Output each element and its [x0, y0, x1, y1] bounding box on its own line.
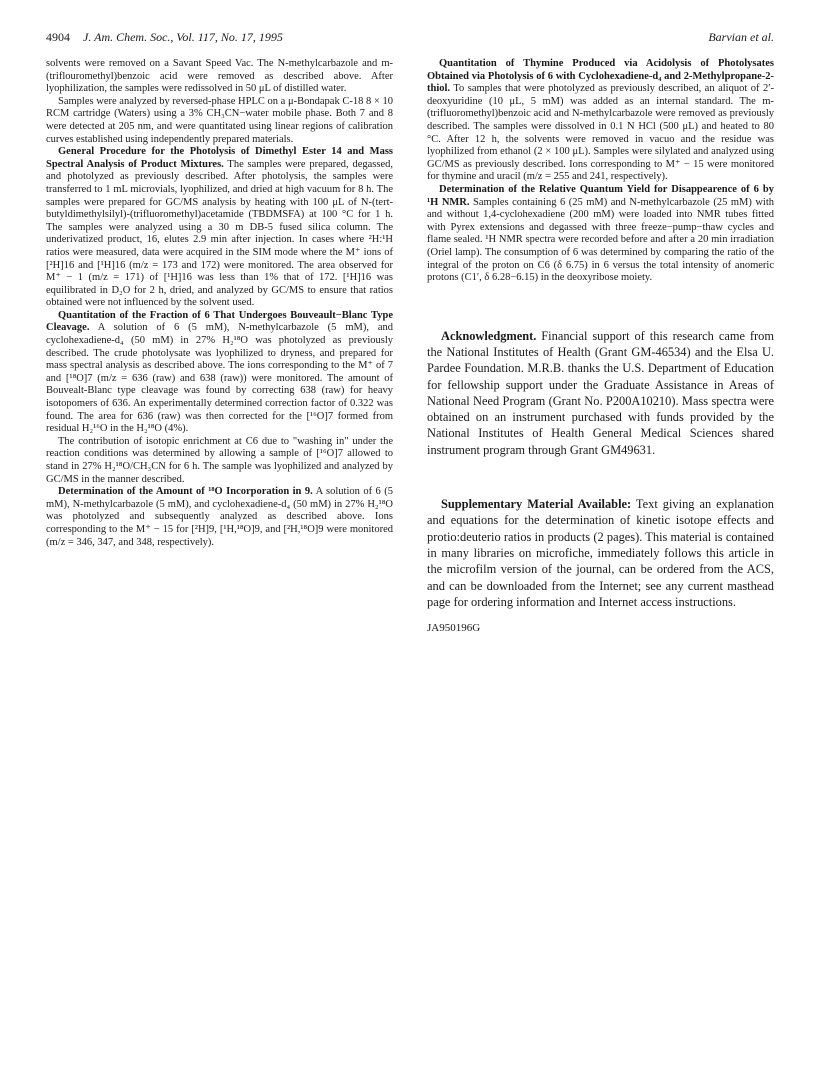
- section-body: The samples were prepared, degassed, and photolyzed as previously described. After photolysis, the samples were transferred to 1 mL microvials, lyophilized, and dried at high vacuum for 8 h. The samples were prepared for GC/MS analysis by heating with 100 μL of N-(tert-butyldimethylsilyl)-(trifluoromethyl)acetamide (TBDMSFA) at 100 °C for 1 h. The samples were analyzed using a 30 m DB-5 fused silica column. The underivatized product, 16, elutes 2.9 min after injection. In cases where ²H:¹H ratios were measured, data were acquired in the SIM mode where the M⁺ ions of [²H]16 and [¹H]16 (m/z = 173 and 172) were monitored. The area observed for M⁺ − 1 (m/z = 171) of [¹H]16 was less than 1% that of 172. [¹H]16 was equilibrated in D₂O for 2 h, dried, and analyzed by GC/MS to ensure that ratios obtained were not influenced by the solvent used.: [46, 158, 393, 309]
- supplementary-heading: Supplementary Material Available:: [441, 497, 632, 512]
- journal-citation: J. Am. Chem. Soc., Vol. 117, No. 17, 1995: [83, 30, 283, 44]
- manuscript-id: JA950196G: [427, 622, 481, 635]
- section-heading: Determination of the Amount of ¹⁸O Incorporation in 9.: [58, 486, 313, 498]
- section-heading: General Procedure for the Photolysis of Dimethyl Ester 14 and Mass Spectral Analysis of Product Mixtures.: [46, 146, 393, 170]
- running-header: [46, 30, 774, 48]
- supplementary-material: [427, 496, 774, 610]
- section-heading: Quantitation of the Fraction of 6 That Undergoes Bouveault−Blanc Type Cleavage.: [46, 309, 393, 334]
- section-body: A solution of 6 (5 mM), N-methylcarbazole (5 mM), and cyclohexadiene-d₄ (50 mM) in 27% H₂¹⁸O was photolyzed as previously described. The crude photolysate was lyophilized to dryness, and prepared for mass spectral analysis as described above. The ions corresponding to the M⁺ of 7 and [¹⁸O]7 (m/z = 636 (raw) and 638 (raw)) were monitored. The amount of Bouvealt-Blanc type cleavage was found by correcting 638 (raw) for heavy isotopomers of 636. An experimentally determined correction factor of 0.322 was found. The area for 636 (raw) was then corrected for the [¹⁶O]7 formed from residual H₂¹⁶O in the H₂¹⁸O (4%).: [46, 322, 393, 435]
- paragraph-o18-incorporation: [46, 486, 393, 549]
- acknowledgment: [427, 328, 774, 458]
- paragraph-quantum-yield: [427, 184, 774, 285]
- acknowledgment-heading: Acknowledgment.: [441, 328, 537, 343]
- header-authors: Barvian et al.: [708, 30, 774, 44]
- supplementary-body: Text giving an explanation and equations for the determination of kinetic isotope effects and protio:deuterio ratios in products (2 pages). This material is contained in many libraries on microfiche, immediately follows this article in the microfilm version of the journal, can be ordered from the ACS, and can be downloaded from the Internet; see any current masthead page for ordering information and Internet access instructions.: [427, 497, 774, 609]
- section-heading: Determination of the Relative Quantum Yield for Disappearence of 6 by ¹H NMR.: [427, 183, 774, 208]
- paragraph-hplc: Samples were analyzed by reversed-phase HPLC on a μ-Bondapak C-18 8 × 10 RCM cartridge (Waters) using a 3% CH₃CN−water mobile phase. Both 7 and 8 were detected at 205 nm, and were quantitated using linear regions of calibration curves established using independently prepared materials.: [46, 95, 393, 145]
- acknowledgment-body: Financial support of this research came from the National Institutes of Health (Grant GM-46534) and the Elsa U. Pardee Foundation. M.R.B. thanks the U.S. Department of Education for fellowship support under the Graduate Assistance in Areas of National Need Program (Grant No. P200A10210). Mass spectra were obtained on an instrument purchased with funds provided by the National Institutes of Health General Medical Sciences shared instrument program through Grant GM49631.: [427, 328, 774, 457]
- page-number: 4904: [46, 30, 70, 44]
- section-body: A solution of 6 (5 mM), N-methylcarbazole (5 mM), and cyclohexadiene-d₄ (50 mM) in 27% H₂¹⁸O was photolyzed and subsequently analyzed as described above. Ions corresponding to the M⁺ − 15 for [²H]9, [¹H,¹⁸O]9, and [²H,¹⁸O]9 were monitored (m/z = 346, 347, and 348, respectively).: [46, 486, 393, 548]
- section-body: To samples that were photolyzed as previously described, an aliquot of 2′-deoxyuridine (10 μL, 5 mM) was added as an internal standard. The m-(trifluoromethyl)benzoic acid and N-methylcarbazole were removed as previously described. The samples were dissolved in 0.1 N HCl (500 μL) and heated to 80 °C. After 12 h, the solvents were removed in vacuo and the residue was lyophilized from ethanol (2 × 100 μL). Samples were silylated and analyzed using GC/MS as previously described. Ions corresponding to M⁺ − 15 were monitored for thymine and uracil (m/z = 255 and 241, respectively).: [427, 83, 774, 183]
- paragraph-speedvac: solvents were removed on a Savant Speed Vac. The N-methylcarbazole and m-(triflouromethyl)benzoic acid were removed as described above. After lyophilization, the samples were redissolved in 50 μL of distilled water.: [46, 58, 393, 95]
- left-column: [46, 58, 393, 549]
- paragraph-thymine-quantitation: [427, 58, 774, 184]
- header-left: [46, 30, 283, 45]
- section-heading: Quantitation of Thymine Produced via Acidolysis of Photolysates Obtained via Photolysis of 6 with Cyclohexadiene-d₄ and 2-Methylpropane-2-thiol.: [427, 58, 774, 95]
- section-body: Samples containing 6 (25 mM) and N-methylcarbazole (25 mM) with and without 1,4-cyclohexadiene (200 mM) were loaded into NMR tubes fitted with Pyrex extensions and degassed with three freeze−pump−thaw cycles and flame sealed. ¹H NMR spectra were recorded before and after a 20 min irradiation (Oriel lamp). The consumption of 6 was determined by comparing the ratio of the integral of the proton on C6 (δ 6.75) in 6 versus the total intensity of anomeric protons (C1′, δ 6.28−6.15) in the deoxyribose moiety.: [427, 196, 774, 284]
- paragraph-isotopic-enrichment: The contribution of isotopic enrichment at C6 due to "washing in" under the reaction conditions was determined by allowing a sample of [¹⁶O]7 allowed to stand in 27% H₂¹⁸O/CH₃CN for 6 h. The sample was lyophilized and analyzed by GC/MS in the manner described.: [46, 435, 393, 485]
- right-column: [427, 58, 774, 635]
- paragraph-bouveault-blanc: [46, 310, 393, 436]
- paragraph-photolysis-ester: [46, 146, 393, 310]
